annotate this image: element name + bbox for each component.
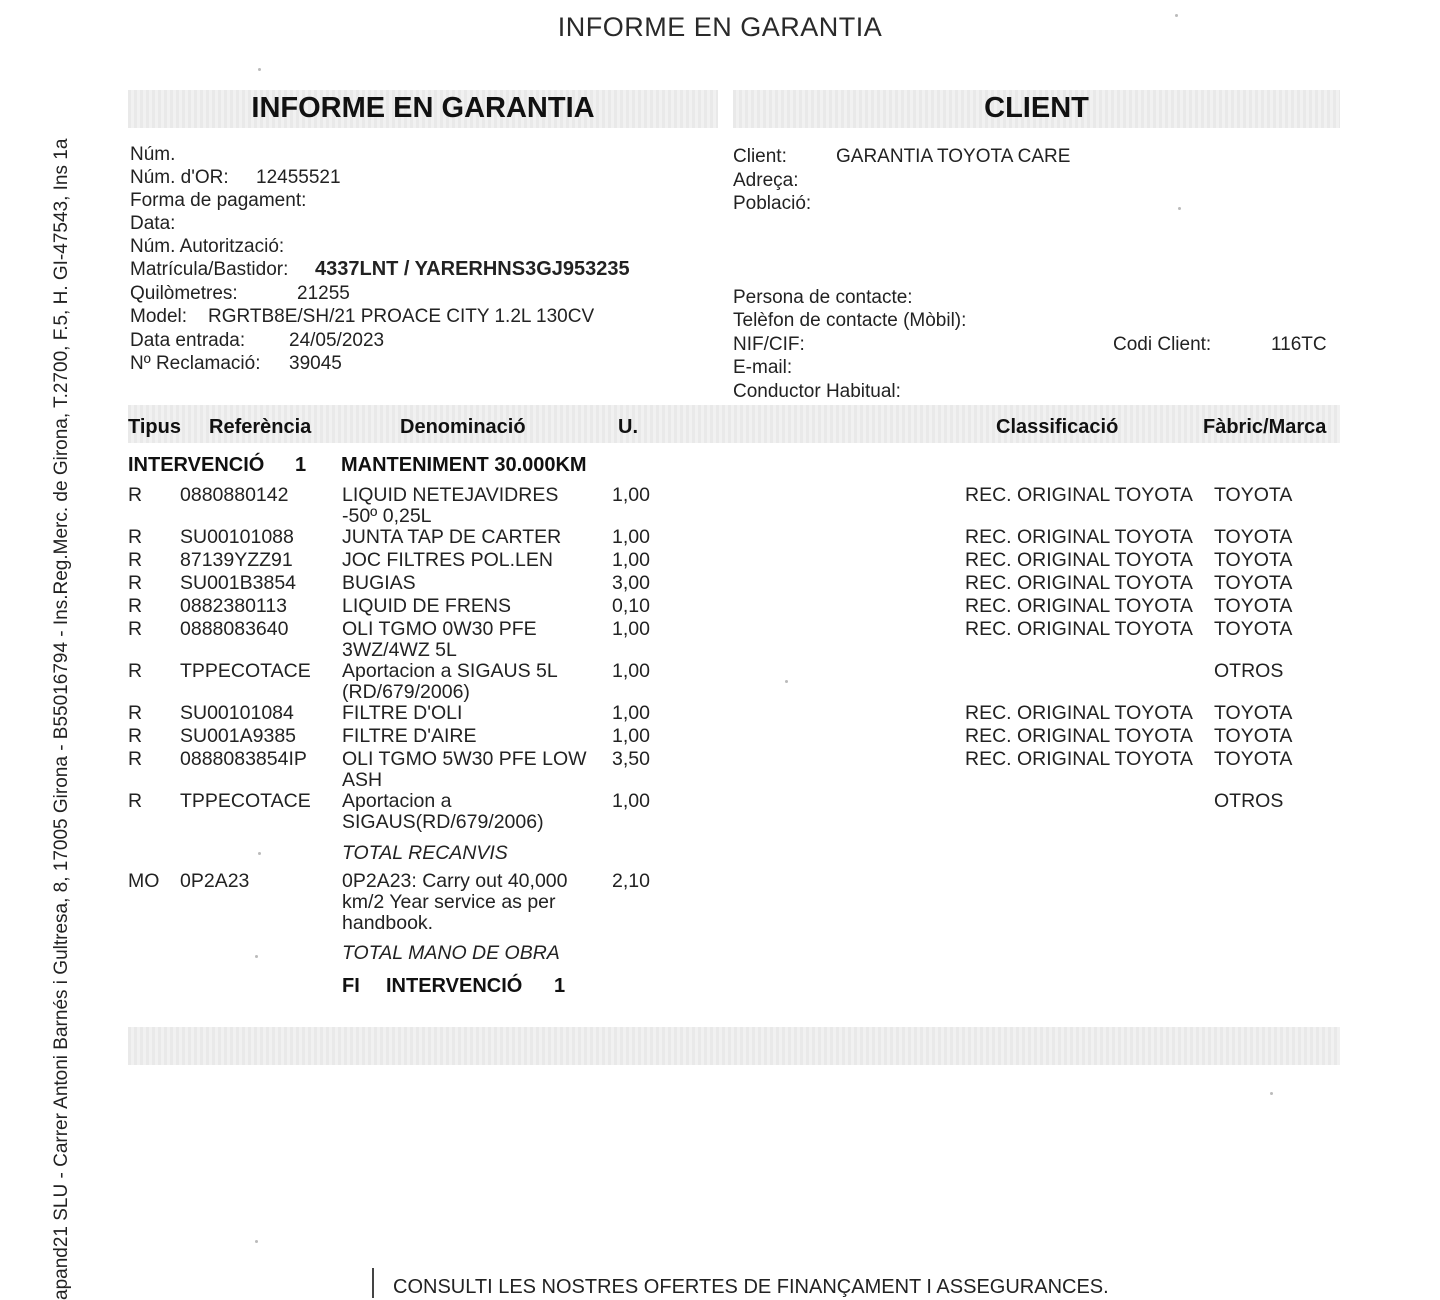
labor-row [0,871,1440,941]
km-label: Quilòmetres: [130,283,238,304]
client-code-label: Codi Client: [1113,334,1212,355]
row-den: OLI TGMO 5W30 PFE LOW ASH [342,748,587,791]
labor-ref: 0P2A23 [180,870,250,892]
row-tipus: R [128,702,143,724]
scan-speck [255,1240,258,1243]
row-den: LIQUID DE FRENS [342,595,512,617]
row-u: 3,50 [612,748,650,770]
row-cls: REC. ORIGINAL TOYOTA [965,484,1193,506]
row-ref: 0882380113 [180,595,288,617]
row-tipus: R [128,572,143,594]
row-ref: TPPECOTACE [180,790,311,812]
row-ref: SU00101084 [180,702,294,724]
plate-label: Matrícula/Bastidor: [130,259,289,280]
row-marca: TOYOTA [1214,526,1293,548]
row-u: 1,00 [612,660,650,682]
row-ref: 0880880142 [180,484,289,506]
row-tipus: R [128,725,143,747]
auth-label: Núm. Autorització: [130,236,285,257]
end-intervention-label: INTERVENCIÓ [386,975,523,997]
intervention-title: MANTENIMENT 30.000KM [341,454,587,476]
model-value: RGRTB8E/SH/21 PROACE CITY 1.2L 130CV [208,306,595,327]
row-u: 0,10 [612,595,650,617]
row-u: 1,00 [612,618,650,640]
claim-value: 39045 [289,353,342,374]
phone-label: Telèfon de contacte (Mòbil): [733,310,967,331]
row-marca: TOYOTA [1214,484,1293,506]
row-u: 3,00 [612,572,650,594]
table-row [0,661,1440,707]
row-u: 1,00 [612,526,650,548]
labor-tipus: MO [128,870,160,892]
row-ref: 0888083854IP [180,748,307,770]
client-code-value: 116TC [1271,334,1327,355]
row-den: Aportacion a SIGAUS(RD/679/2006) [342,790,544,833]
claim-label: Nº Reclamació: [130,353,261,374]
row-cls: REC. ORIGINAL TOYOTA [965,526,1193,548]
col-unitats: U. [618,416,638,438]
row-tipus: R [128,526,143,548]
scan-speck [258,68,261,71]
row-cls: REC. ORIGINAL TOYOTA [965,702,1193,724]
table-row [0,749,1440,795]
address-label: Adreça: [733,170,799,191]
row-marca: OTROS [1214,790,1284,812]
nif-label: NIF/CIF: [733,334,805,355]
row-den: OLI TGMO 0W30 PFE 3WZ/4WZ 5L [342,618,537,661]
row-den: LIQUID NETEJAVIDRES -50º 0,25L [342,484,559,527]
bottom-band [128,1027,1340,1065]
row-ref: SU001A9385 [180,725,297,747]
labor-u: 2,10 [612,870,650,892]
row-u: 1,00 [612,702,650,724]
row-marca: OTROS [1214,660,1284,682]
num-or-value: 12455521 [256,167,341,188]
client-band-title: CLIENT [984,92,1089,124]
contact-label: Persona de contacte: [733,287,913,308]
footer-mark [372,1268,374,1298]
col-classificacio: Classificació [996,416,1119,438]
km-value: 21255 [297,283,350,304]
labor-den: 0P2A23: Carry out 40,000 km/2 Year service as per handbook. [342,870,568,934]
row-tipus: R [128,549,143,571]
row-ref: SU00101088 [180,526,294,548]
row-tipus: R [128,595,143,617]
row-ref: TPPECOTACE [180,660,311,682]
col-referencia: Referència [209,416,312,438]
num-or-label: Núm. d'OR: [130,167,229,188]
row-marca: TOYOTA [1214,748,1293,770]
client-value: GARANTIA TOYOTA CARE [836,146,1071,167]
row-tipus: R [128,618,143,640]
date-label: Data: [130,213,176,234]
row-den: FILTRE D'OLI [342,702,463,724]
driver-label: Conductor Habitual: [733,381,901,402]
end-fi: FI [342,975,360,997]
row-cls: REC. ORIGINAL TOYOTA [965,748,1193,770]
scan-speck [1178,207,1181,210]
table-row [0,791,1440,837]
plate-value: 4337LNT / YARERHNS3GJ953235 [315,258,630,280]
end-intervention-number: 1 [554,975,566,997]
scan-speck [258,852,261,855]
row-tipus: R [128,660,143,682]
page-title: INFORME EN GARANTIA [557,12,883,42]
intervention-label: INTERVENCIÓ [128,454,265,476]
col-tipus: Tipus [128,416,181,438]
total-parts: TOTAL RECANVIS [342,842,508,864]
row-ref: 0888083640 [180,618,289,640]
row-cls: REC. ORIGINAL TOYOTA [965,549,1193,571]
row-marca: TOYOTA [1214,618,1293,640]
row-cls: REC. ORIGINAL TOYOTA [965,595,1193,617]
row-marca: TOYOTA [1214,702,1293,724]
row-marca: TOYOTA [1214,549,1293,571]
row-marca: TOYOTA [1214,595,1293,617]
col-denominacio: Denominació [400,416,526,438]
col-marca: Fàbric/Marca [1203,416,1327,438]
row-ref: SU001B3854 [180,572,297,594]
payment-label: Forma de pagament: [130,190,307,211]
row-tipus: R [128,484,143,506]
row-den: BUGIAS [342,572,416,594]
row-tipus: R [128,748,143,770]
row-cls: REC. ORIGINAL TOYOTA [965,725,1193,747]
row-ref: 87139YZZ91 [180,549,293,571]
row-u: 1,00 [612,549,650,571]
model-label: Model: [130,306,188,327]
row-u: 1,00 [612,725,650,747]
report-band-title: INFORME EN GARANTIA [251,92,595,124]
row-u: 1,00 [612,484,650,506]
intervention-number: 1 [295,454,307,476]
table-row [0,619,1440,665]
row-u: 1,00 [612,790,650,812]
scan-speck [1270,1092,1273,1095]
row-den: Aportacion a SIGAUS 5L (RD/679/2006) [342,660,557,703]
scan-speck [255,955,258,958]
table-row [0,485,1440,531]
footer-text: CONSULTI LES NOSTRES OFERTES DE FINANÇAMENT I ASSEGURANCES. [393,1276,1109,1298]
row-den: FILTRE D'AIRE [342,725,477,747]
row-marca: TOYOTA [1214,572,1293,594]
town-label: Població: [733,193,812,214]
client-label: Client: [733,146,787,167]
num-label: Núm. [130,144,176,165]
row-cls: REC. ORIGINAL TOYOTA [965,618,1193,640]
row-den: JOC FILTRES POL.LEN [342,549,553,571]
total-labor: TOTAL MANO DE OBRA [342,942,560,964]
scan-speck [1175,14,1178,17]
row-marca: TOYOTA [1214,725,1293,747]
scan-speck [785,680,788,683]
entry-date-label: Data entrada: [130,330,246,351]
row-tipus: R [128,790,143,812]
row-cls: REC. ORIGINAL TOYOTA [965,572,1193,594]
email-label: E-mail: [733,357,793,378]
row-den: JUNTA TAP DE CARTER [342,526,562,548]
side-company-text: apand21 SLU - Carrer Antoni Barnés i Gultresa, 8, 17005 Girona - B55016794 - Ins.Reg.Merc. de Girona, T.2700, F.5, H. GI-47543, Ins 1a [51,138,72,1300]
entry-date-value: 24/05/2023 [289,330,385,351]
